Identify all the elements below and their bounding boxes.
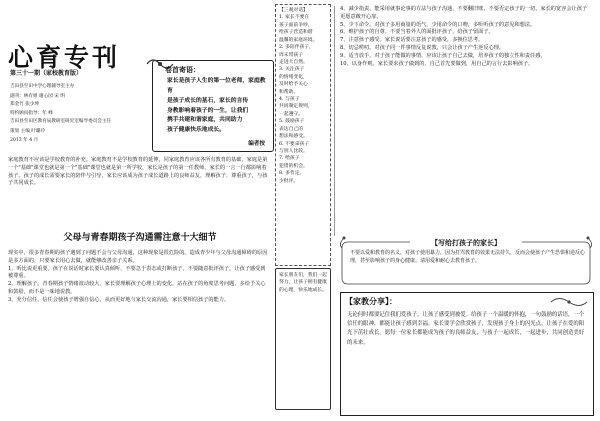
tip-line: 1. 家长不要在 (279, 15, 310, 21)
tip-line: 3. 关注孩子 (279, 67, 305, 73)
welcome-line: 孩子健康快乐地成长。 (167, 127, 225, 134)
welcome-signature: 编者按 (248, 141, 265, 147)
right-paragraph: 9、适当放手。对于孩子能做的事情，应该让孩子自己去做，培养孩子的独立性和责任感。 (340, 52, 546, 59)
tip-line: 温馨的家庭环境。 (279, 37, 318, 43)
column-divider (334, 6, 335, 236)
tip-line: 及时给予关心 (279, 82, 308, 88)
right-paragraph: 6、维护孩子的自尊。不要当着外人的面批评孩子，给孩子留面子。 (340, 29, 494, 36)
right-paragraph: 4、减少指责，能采用就事论事的方法与孩子沟通，不要翻旧账，不要否定孩子的一切，家长的宽容会让孩子更愿意敞开心扉。 (340, 6, 588, 20)
tip-line: 的情绪变化， (279, 74, 308, 80)
decorative-vine-icon (549, 295, 589, 309)
right-top-text (340, 6, 592, 68)
intro-paragraph: 家庭教育不应该是学校教育的补充。家庭教育不是学校教育的延伸，同家庭教育应该各所有教育的基础，家庭是第一个"基础"课堂也就是第一个"基础"课堂也就是第一所学校，家长是孩子的第一任教师，家长的一言一行都影响着孩子。孩子的成长需要家长的陪伴与引导，家长应该成为孩子成长道路上的良师益友，理解孩子、尊重孩子，与孩子共同成长。 (8, 157, 268, 187)
issue-date: 2013 年 4 月 (10, 138, 39, 143)
quote-title: 【写给打孩子的家长】 (410, 238, 522, 248)
tip-line: 【三观对话】 (279, 8, 308, 13)
tip-line: 想法和感受。 (279, 134, 308, 140)
tip-line: 表达自己的 (279, 126, 303, 132)
tip-line: 7. 给孩子 (279, 156, 300, 162)
article1-paragraph: 2、理解孩子。青春期孩子情绪波动较大，家长要理解孩子心理上的变化，站在孩子的角度思考问题，多给予关心和鼓励，而不是一味地说教。 (8, 281, 266, 295)
tip-line: 共同制定规则， (279, 104, 313, 110)
issue-label: 第三十一期（家校教育版） (10, 70, 83, 77)
tip-line: 走进大自然。 (279, 59, 308, 65)
middle-note: 家长朋友们，我们一起努力，让孩子拥有健康的心理，快乐地成长。 (279, 273, 327, 293)
right-paragraph: 7、注意孩子感受。家长说话要注意孩子的感受，多换位思考。 (340, 37, 484, 44)
article1-paragraph: 现实中，很多青春期的孩子遇到了问题不会与父母沟通，这种现象是很危险的。造成青少年与父母沟通障碍的原因是多方面的，只要家长用心去做，就能够改善亲子关系。 (8, 250, 268, 264)
tip-line: 孩子面前争吵， (279, 22, 313, 28)
article1-paragraph: 1、听比说更重要。孩子在说话时家长要认真倾听，不要急于表态或打断孩子，不要随意批评孩子，让孩子感受到被尊重。 (8, 265, 266, 280)
advisors-line-1: 特约顾问指导：年 峰 (10, 111, 53, 116)
chief-editor: 策划 主编 叶璐玲 (10, 129, 46, 134)
article1-title: 父母与青春期孩子沟通需注意十大细节 (63, 233, 217, 243)
share-title: 【家教分享】： (345, 296, 397, 306)
middle-note-box (275, 268, 331, 410)
tip-line: 少批评。 (279, 178, 299, 184)
share-body: 无论何时都要记住我们爱孩子，让孩子感受到被爱。给孩子一个温暖的怀抱，一句鼓励的话语，一个信任的眼神，都能让孩子感到幸福。家长要学会欣赏孩子，发现孩子身上的闪光点，让孩子在爱的阳光下茁壮成长。愿每一位家长都能成为孩子的良师益友，与孩子一起成长，一起进步，共同创造美好的未来。 (347, 312, 585, 346)
middle-tips-list (279, 7, 329, 185)
tip-line: 和帮助。 (279, 89, 299, 95)
tip-line: 6. 不要拿孩子 (279, 141, 310, 147)
welcome-heading: 卷首寄语： (165, 65, 200, 74)
editors-line-1: 副刊：林有姐 谢心园 宋 明 (10, 94, 65, 99)
welcome-box (152, 60, 274, 152)
school-line: 吉田县至田中学心理辅导室主办 (10, 84, 75, 89)
welcome-line: 家长是孩子人生的第一位老师，家庭教育 (167, 78, 266, 94)
welcome-line: 携手共建和谐家庭，共同助力 (167, 117, 243, 124)
middle-tips-box (275, 4, 331, 266)
tip-line: 5. 鼓励孩子 (279, 119, 305, 125)
advisors-line-2: 吉田县至田区教育局教研室研究室编导委员会主任 (10, 119, 112, 124)
welcome-lines (167, 77, 269, 136)
article1-paragraph: 3、充分信任。信任会使孩子增强自信心，从而更好地与家长交流沟通，家长要相信孩子的能力。 (8, 296, 230, 303)
article1-body (8, 250, 270, 305)
tip-line: 4. 与孩子 (279, 97, 300, 103)
right-paragraph: 5、少下命令。对孩子多用商量的语气，少用命令的口吻，多听听孩子的意见和想法。 (340, 21, 536, 28)
newsletter-title: 心育专刊 (8, 43, 121, 72)
tip-line: 给孩子营造和谐 (279, 30, 313, 36)
tip-line: 一起遵守。 (279, 111, 303, 117)
quote-section (340, 238, 592, 288)
share-section (340, 292, 594, 416)
tip-line: 犯错的机会。 (279, 163, 308, 169)
tip-line: 2. 多陪伴孩子， (279, 45, 314, 51)
right-paragraph: 10、以身作则。家长要求孩子做到的，自己首先要做到，用自己的言行去影响孩子。 (340, 60, 534, 67)
tip-line: 与别人比较。 (279, 149, 308, 155)
editors-line-2: 郑金竹 张少坤 (10, 102, 40, 107)
welcome-line: 身教影响着孩子的一生，让我们 (167, 107, 249, 114)
quote-body: 不要以爱和教育的名义，对孩子使用暴力，因为打骂教育的效果无法持久，反而会使孩子产生恐惧和逆反心理，甚至影响孩子的身心健康。请用爱和耐心去教育孩子。 (350, 250, 586, 264)
tip-line: 8. 多肯定， (279, 171, 305, 177)
tip-line: 周末带孩子 (279, 52, 303, 58)
right-paragraph: 8、切忌唠叨。对孩子同一件事情反复说教，只会让孩子产生逆反心理。 (340, 44, 505, 51)
welcome-line: 是孩子成长的基石，家长的言传 (167, 97, 249, 104)
